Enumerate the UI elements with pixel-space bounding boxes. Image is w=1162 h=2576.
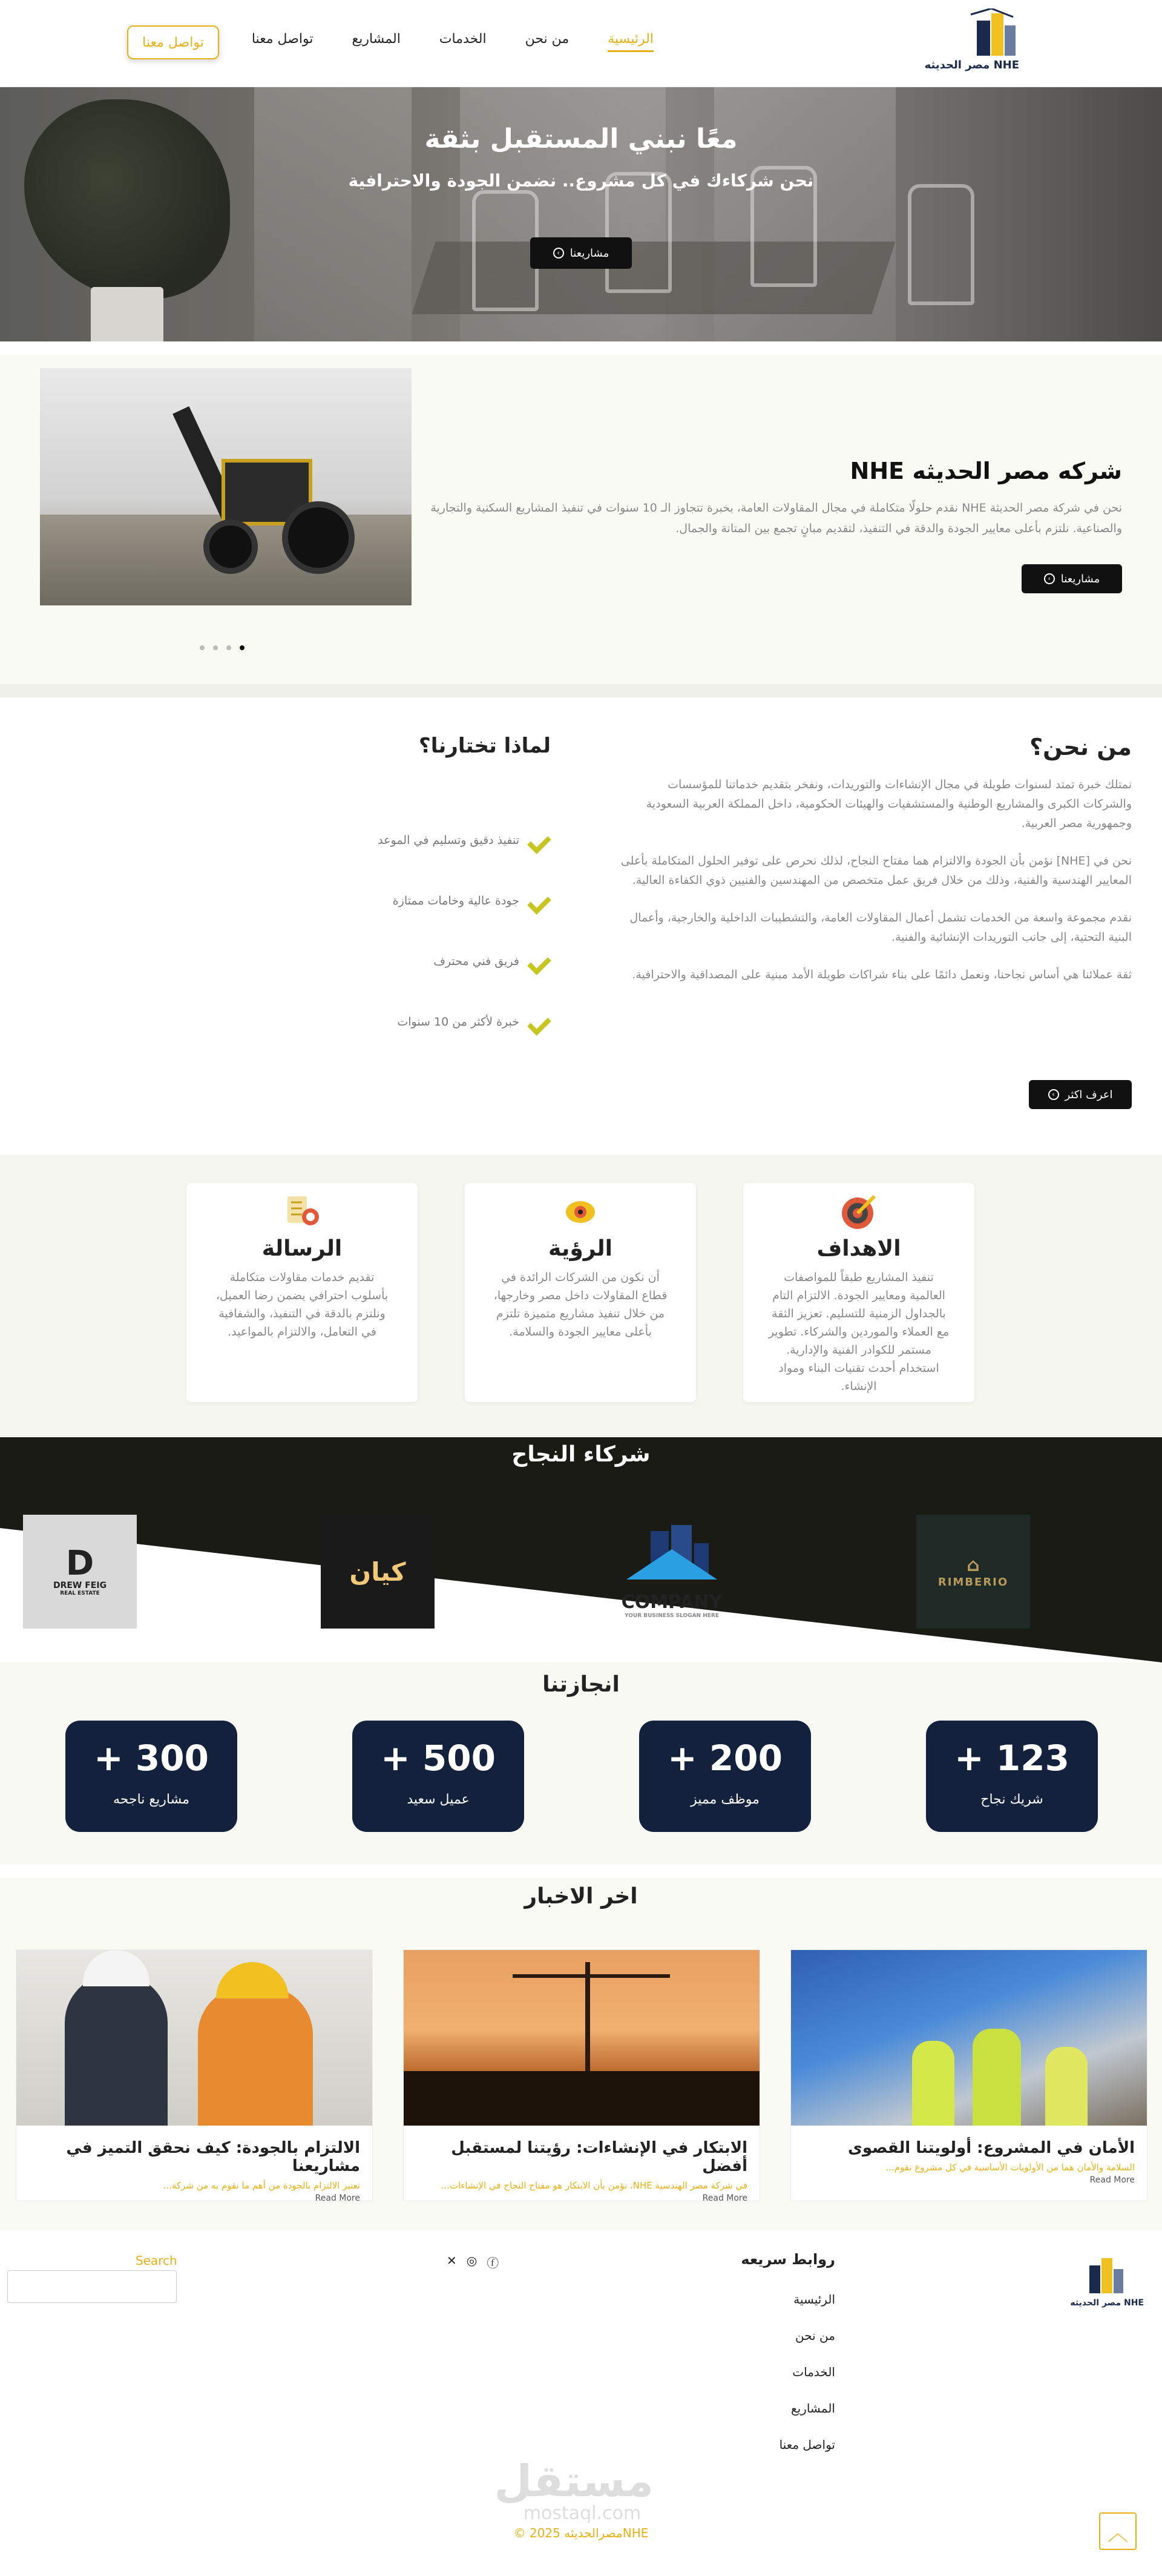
image-wheel — [282, 501, 355, 574]
nav-projects[interactable]: المشاريع — [352, 31, 401, 47]
watermark — [494, 2456, 654, 2524]
quick-links — [780, 2292, 835, 2474]
news-image-helmet — [216, 1962, 289, 1998]
news-card-title: الالتزام بالجودة: كيف نحقق التميز في مشاريعنا — [66, 2139, 360, 2175]
who-paragraphs — [617, 775, 1132, 1003]
hero-chair — [908, 184, 974, 305]
partner-slogan: YOUR BUSINESS SLOGAN HERE — [625, 1612, 719, 1619]
who-paragraph: ثقة عملائنا هي أساس نجاحنا، ونعمل دائمًا على بناء شراكات طويلة الأمد مبنية على المصداقية والاحترافية. — [632, 968, 1132, 981]
partner-logo-kayan[interactable] — [321, 1515, 435, 1629]
nav-contact[interactable]: تواصل معنا — [251, 31, 313, 47]
stat-card — [639, 1721, 811, 1832]
news-image-engineers — [16, 1950, 372, 2126]
stat-label: شريك نجاح — [980, 1792, 1043, 1807]
goals-text: تنفيذ المشاريع طبقاً للمواصفات العالمية ومعايير الجودة. الالتزام التام بالجداول الزمنية للتسليم. تعزيز الثقة مع العملاء والموردين والشركاء. تطوير مستمر للكوادر الفنية والإدارية. استخدام أحدث تقنيات البناء ومواد الإنشاء. — [768, 1271, 950, 1393]
stat-card — [352, 1721, 524, 1832]
footer-logo-text: NHE مصر الحديثه — [1070, 2298, 1144, 2308]
drewfeig-mark-icon: D — [65, 1544, 94, 1583]
footer-link-about[interactable]: من نحن — [795, 2328, 835, 2343]
news-image-sunset — [404, 1950, 760, 2126]
watermark-text: مستقل — [494, 2456, 654, 2506]
copyright: NHEمصرالحديثه 2025 © — [513, 2526, 649, 2540]
building-logo-icon — [953, 8, 1019, 57]
mission-title: الرسالة — [261, 1236, 343, 1261]
achievements-section — [0, 1662, 1162, 1865]
site-header — [0, 0, 1162, 87]
stat-label: موظف مميز — [691, 1792, 760, 1807]
why-item — [378, 871, 551, 931]
check-icon — [529, 890, 551, 912]
why-item — [378, 810, 551, 871]
nav-about[interactable]: من نحن — [525, 31, 570, 47]
footer-link-contact[interactable]: تواصل معنا — [779, 2437, 835, 2452]
eye-icon — [561, 1193, 600, 1231]
about-title: شركه مصر الحديثه NHE — [850, 458, 1122, 484]
search-input[interactable] — [7, 2270, 177, 2303]
who-paragraph: نمتلك خبرة تمتد لسنوات طويلة في مجال الإنشاءات والتوريدات، ونفخر بتقديم خدماتنا للمؤسسات والشركات الكبرى والمشاريع الوطنية والمستشفيات والهيئات الحكومية، داخل المملكة العربية السعودية وجمهورية مصر العربية. — [646, 778, 1132, 830]
chevron-up-icon: ︿ — [1108, 2521, 1128, 2546]
checklist-icon — [283, 1193, 321, 1231]
stat-value: 300 + — [94, 1738, 209, 1779]
slider-dot[interactable] — [240, 645, 245, 650]
main-nav — [252, 31, 654, 52]
vision-text: أن نكون من الشركات الرائدة في قطاع المقاولات داخل مصر وخارجها، من خلال تنفيذ مشاريع متميزة تلتزم بأعلى معايير الجودة والسلامة. — [493, 1271, 668, 1339]
why-item-label: فريق فني محترف — [433, 955, 519, 968]
news-card[interactable] — [790, 1949, 1147, 2201]
instagram-icon[interactable]: ◎ — [466, 2253, 478, 2268]
achievements-title: انجازتنا — [542, 1672, 620, 1697]
partner-name: كيان — [349, 1556, 406, 1587]
stat-card — [926, 1721, 1098, 1832]
stat-value: 200 + — [668, 1738, 783, 1779]
partners-title: شركاء النجاح — [511, 1442, 651, 1467]
values-section — [0, 1142, 1162, 1437]
logo-text: NHE مصر الحديثه — [924, 59, 1019, 71]
image-wheel — [203, 519, 258, 574]
site-logo[interactable] — [916, 12, 1019, 73]
news-image-person — [65, 1974, 168, 2126]
footer-link-services[interactable]: الخدمات — [792, 2365, 835, 2379]
mission-card — [186, 1183, 418, 1402]
learn-more-button[interactable] — [1029, 1080, 1132, 1109]
news-card-excerpt: تعتبر الالتزام بالجودة من أهم ما نقوم به من شركة... — [163, 2180, 360, 2191]
search-label: Search — [136, 2253, 177, 2268]
why-title: لماذا تختارنا؟ — [418, 734, 551, 758]
news-card-excerpt: السلامة والأمان هما من الأولويات الأساسية في كل مشروع نقوم... — [885, 2162, 1135, 2173]
hero-subtitle: نحن شركاءك في كل مشروع.. نضمن الجودة والاحترافية — [348, 171, 814, 191]
contact-us-button[interactable]: تواصل معنا — [127, 25, 219, 59]
partners-section — [0, 1437, 1162, 1662]
x-icon[interactable]: ✕ — [447, 2253, 457, 2268]
about-button-label: مشاريعنا — [1060, 572, 1100, 585]
about-projects-button[interactable] — [1022, 564, 1122, 593]
stat-card — [65, 1721, 237, 1832]
why-item-label: خبرة لأكثر من 10 سنوات — [397, 1015, 519, 1029]
watermark-sub: mostaql.com — [523, 2503, 642, 2524]
news-card[interactable] — [16, 1949, 373, 2201]
hero-button-label: مشاريعنا — [570, 246, 609, 260]
partner-sub: REAL ESTATE — [60, 1590, 100, 1596]
goals-title: الاهداف — [816, 1236, 901, 1261]
slider-dot[interactable] — [200, 645, 205, 650]
read-more-link[interactable]: Read More — [702, 2193, 747, 2203]
who-title: من نحن؟ — [1029, 734, 1132, 760]
why-list — [378, 810, 551, 1052]
who-paragraph: نحن في [NHE] نؤمن بأن الجودة والالتزام هما مفتاح النجاح، لذلك نحرص على توفير الحلول المتكاملة بأعلى المعايير الهندسية والفنية، وذلك من خلال فريق عمل متخصص من المهندسين والفنيين ذوي الكفاءة العالية. — [620, 854, 1132, 887]
social-links — [447, 2253, 499, 2271]
read-more-link[interactable]: Read More — [1089, 2175, 1135, 2185]
news-card-title: الابتكار في الإنشاءات: رؤيتنا لمستقبل أفضل — [451, 2139, 747, 2175]
about-text: نحن في شركة مصر الحديثة NHE نقدم حلولًا متكاملة في مجال المقاولات العامة، بخبرة تتجاوز الـ 10 سنوات في تنفيذ المشاريع السكنية والتجارية والصناعية. نلتزم بأعلى معايير الجودة والدقة في التنفيذ، لتقديم مبانٍ تجمع بين المتانة والجمال. — [430, 501, 1122, 535]
news-section — [0, 1865, 1162, 2230]
vision-card — [465, 1183, 696, 1402]
partner-logo-rimberio[interactable] — [916, 1515, 1030, 1629]
partner-logo-drewfeig[interactable] — [23, 1515, 137, 1629]
news-image-figure — [973, 2029, 1021, 2126]
who-we-are-section — [0, 684, 1162, 1142]
back-to-top-button[interactable] — [1099, 2512, 1137, 2550]
why-item-label: تنفيذ دقيق وتسليم في الموعد — [378, 834, 519, 847]
stat-label: عميل سعيد — [407, 1792, 470, 1807]
hero-projects-button[interactable] — [530, 237, 632, 269]
facebook-icon[interactable]: ⓕ — [487, 2256, 499, 2270]
why-item — [378, 992, 551, 1052]
vision-title: الرؤية — [548, 1236, 612, 1261]
news-image-crane — [513, 1974, 670, 1978]
quick-links-title: روابط سريعه — [741, 2251, 835, 2268]
learn-more-label: اعرف اكثر — [1065, 1088, 1113, 1101]
footer-link-projects[interactable]: المشاريع — [790, 2401, 835, 2416]
hero-section — [0, 87, 1162, 341]
slider-dots — [200, 645, 245, 650]
site-footer — [0, 2230, 1162, 2575]
mission-text: تقديم خدمات مقاولات متكاملة بأسلوب احترافي يضمن رضا العميل، ونلتزم بالدقة في التنفيذ، والشفافية في التعامل، والالتزام بالمواعيد. — [215, 1271, 389, 1339]
rimberio-roof-icon: ⌂ — [967, 1555, 980, 1576]
news-image-figure — [912, 2041, 954, 2126]
partner-name: DREW FEIG — [53, 1581, 107, 1590]
news-card-excerpt: في شركة مصر الهندسية NHE، نؤمن بأن الابتكار هو مفتاح النجاح في الإنشاءات... — [441, 2180, 747, 2191]
stat-value: 500 + — [381, 1738, 496, 1779]
arrow-circle-icon: › — [1048, 1089, 1059, 1100]
partner-name: RIMBERIO — [937, 1576, 1009, 1589]
nav-services[interactable]: الخدمات — [439, 31, 487, 47]
backhoe-image — [40, 368, 412, 605]
who-paragraph: نقدم مجموعة واسعة من الخدمات تشمل أعمال المقاولات العامة، والتشطيبات الداخلية والخارجية، وأعمال البنية التحتية، إلى جانب التوريدات الإنشائية والفنية. — [629, 911, 1132, 944]
news-image-figure — [1045, 2047, 1088, 2126]
hero-pot — [91, 287, 163, 341]
check-icon — [529, 950, 551, 972]
company-building-icon — [620, 1525, 723, 1592]
footer-link-home[interactable]: الرئيسية — [793, 2292, 835, 2307]
partner-name: COMPANY — [621, 1591, 723, 1613]
news-title: اخر الاخبار — [524, 1884, 638, 1909]
why-item-label: جودة عالية وخامات ممتازة — [392, 894, 519, 908]
why-item — [378, 931, 551, 992]
slider-dot[interactable] — [213, 645, 218, 650]
footer-logo[interactable] — [1065, 2253, 1144, 2308]
partner-logo-company[interactable] — [615, 1515, 729, 1629]
check-icon — [529, 829, 551, 851]
stat-value: 123 + — [954, 1738, 1069, 1779]
target-icon — [839, 1193, 878, 1231]
news-card-title: الأمان في المشروع: أولويتنا القصوى — [848, 2139, 1135, 2157]
hero-title: معًا نبني المستقبل بثقة — [424, 124, 738, 154]
about-slider — [0, 341, 1162, 684]
news-image-helmet — [83, 1950, 149, 1986]
news-image-person — [198, 1986, 313, 2126]
goals-card — [743, 1183, 974, 1402]
news-image-safety — [791, 1950, 1147, 2126]
slider-dot[interactable] — [226, 645, 231, 650]
news-image-structure — [404, 2071, 760, 2126]
read-more-link[interactable]: Read More — [315, 2193, 360, 2203]
nav-home[interactable]: الرئيسية — [608, 31, 654, 52]
stat-label: مشاريع ناجحه — [113, 1792, 189, 1807]
news-card[interactable] — [403, 1949, 760, 2201]
hero-chair — [472, 190, 539, 311]
arrow-circle-icon: › — [553, 248, 564, 259]
arrow-circle-icon: › — [1044, 573, 1055, 584]
check-icon — [529, 1011, 551, 1033]
